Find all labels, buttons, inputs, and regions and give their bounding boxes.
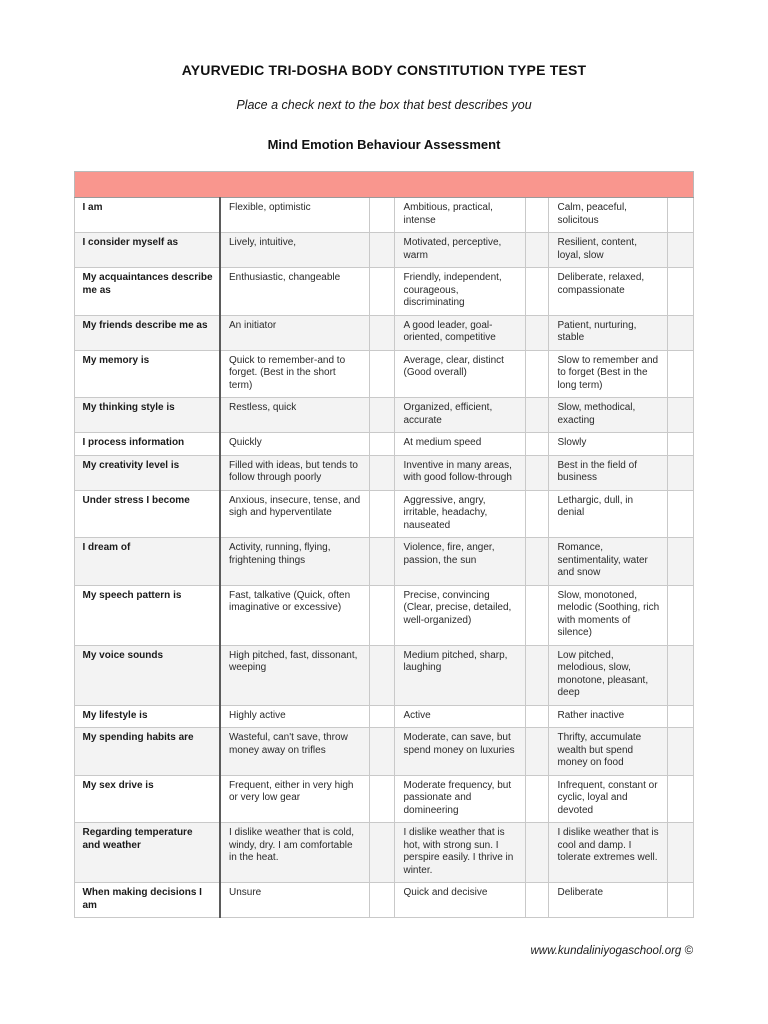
table-row [75, 198, 693, 233]
instruction-text: Place a check next to the box that best describes you [236, 98, 532, 112]
checkbox-cell [526, 268, 549, 316]
option-text: Unsure [220, 883, 370, 918]
checkbox-cell [370, 233, 395, 268]
option-text: Slow to remember and to forget (Best in the long term) [549, 350, 668, 398]
checkbox-cell [370, 433, 395, 456]
checkbox-cell [668, 775, 693, 823]
option-text: I dislike weather that is hot, with strong sun. I perspire easily. I thrive in winter. [395, 823, 526, 883]
question-label: My thinking style is [75, 398, 220, 433]
checkbox-cell [668, 823, 693, 883]
option-text: Slow, methodical, exacting [549, 398, 668, 433]
checkbox-cell [370, 198, 395, 233]
option-text: Anxious, insecure, tense, and sigh and hyperventilate [220, 490, 370, 538]
table-row [75, 315, 693, 350]
checkbox-cell [526, 315, 549, 350]
option-text: Inventive in many areas, with good follow-through [395, 455, 526, 490]
checkbox-cell [526, 705, 549, 728]
option-text: Deliberate [549, 883, 668, 918]
checkbox-cell [526, 883, 549, 918]
question-label: My memory is [75, 350, 220, 398]
assessment-table-body [75, 172, 693, 918]
section-heading: Mind Emotion Behaviour Assessment [267, 137, 501, 152]
option-text: Precise, convincing (Clear, precise, detailed, well-organized) [395, 585, 526, 645]
checkbox-cell [370, 823, 395, 883]
option-text: A good leader, goal-oriented, competitive [395, 315, 526, 350]
checkbox-cell [370, 315, 395, 350]
checkbox-cell [370, 490, 395, 538]
option-text: Slowly [549, 433, 668, 456]
checkbox-cell [370, 883, 395, 918]
option-text: Flexible, optimistic [220, 198, 370, 233]
checkbox-cell [668, 268, 693, 316]
checkbox-cell [668, 398, 693, 433]
option-text: Wasteful, can't save, throw money away on trifles [220, 728, 370, 776]
table-row [75, 775, 693, 823]
checkbox-cell [526, 455, 549, 490]
option-text: Thrifty, accumulate wealth but spend money on food [549, 728, 668, 776]
checkbox-cell [370, 775, 395, 823]
option-text: Enthusiastic, changeable [220, 268, 370, 316]
option-text: Highly active [220, 705, 370, 728]
option-text: Low pitched, melodious, slow, monotone, pleasant, deep [549, 645, 668, 705]
question-label: My spending habits are [75, 728, 220, 776]
option-text: Rather inactive [549, 705, 668, 728]
option-text: High pitched, fast, dissonant, weeping [220, 645, 370, 705]
table-header-row [75, 172, 693, 198]
option-text: Resilient, content, loyal, slow [549, 233, 668, 268]
option-text: Filled with ideas, but tends to follow through poorly [220, 455, 370, 490]
checkbox-cell [668, 455, 693, 490]
checkbox-cell [370, 455, 395, 490]
checkbox-cell [370, 350, 395, 398]
option-text: At medium speed [395, 433, 526, 456]
option-text: An initiator [220, 315, 370, 350]
checkbox-cell [526, 775, 549, 823]
option-text: Quickly [220, 433, 370, 456]
question-label: I am [75, 198, 220, 233]
checkbox-cell [370, 728, 395, 776]
table-row [75, 233, 693, 268]
checkbox-cell [526, 538, 549, 586]
checkbox-cell [526, 645, 549, 705]
option-text: Moderate, can save, but spend money on luxuries [395, 728, 526, 776]
checkbox-cell [668, 585, 693, 645]
checkbox-cell [526, 233, 549, 268]
option-text: Medium pitched, sharp, laughing [395, 645, 526, 705]
question-label: I dream of [75, 538, 220, 586]
question-label: When making decisions I am [75, 883, 220, 918]
checkbox-cell [526, 728, 549, 776]
option-text: Patient, nurturing, stable [549, 315, 668, 350]
option-text: Slow, monotoned, melodic (Soothing, rich with moments of silence) [549, 585, 668, 645]
checkbox-cell [526, 823, 549, 883]
assessment-table [74, 171, 693, 918]
table-header-bar [75, 172, 693, 198]
checkbox-cell [526, 585, 549, 645]
checkbox-cell [370, 268, 395, 316]
option-text: Lethargic, dull, in denial [549, 490, 668, 538]
checkbox-cell [526, 350, 549, 398]
option-text: Infrequent, constant or cyclic, loyal and devoted [549, 775, 668, 823]
option-text: Quick to remember-and to forget. (Best in the short term) [220, 350, 370, 398]
table-row [75, 455, 693, 490]
table-row [75, 728, 693, 776]
option-text: Violence, fire, anger, passion, the sun [395, 538, 526, 586]
option-text: Best in the field of business [549, 455, 668, 490]
footer-link-text: www.kundaliniyogaschool.org © [530, 945, 693, 957]
question-label: Regarding temperature and weather [75, 823, 220, 883]
table-row [75, 350, 693, 398]
checkbox-cell [668, 538, 693, 586]
option-text: Organized, efficient, accurate [395, 398, 526, 433]
question-label: My voice sounds [75, 645, 220, 705]
option-text: Romance, sentimentality, water and snow [549, 538, 668, 586]
option-text: I dislike weather that is cold, windy, dry. I am comfortable in the heat. [220, 823, 370, 883]
page-title: AYURVEDIC TRI-DOSHA BODY CONSTITUTION TYPE TEST [181, 62, 587, 78]
option-text: Activity, running, flying, frightening things [220, 538, 370, 586]
question-label: I process information [75, 433, 220, 456]
checkbox-cell [370, 538, 395, 586]
checkbox-cell [370, 645, 395, 705]
checkbox-cell [370, 398, 395, 433]
question-label: My creativity level is [75, 455, 220, 490]
table-row [75, 823, 693, 883]
option-text: I dislike weather that is cool and damp. I tolerate extremes well. [549, 823, 668, 883]
checkbox-cell [668, 645, 693, 705]
question-label: Under stress I become [75, 490, 220, 538]
option-text: Quick and decisive [395, 883, 526, 918]
option-text: Aggressive, angry, irritable, headachy, nauseated [395, 490, 526, 538]
option-text: Fast, talkative (Quick, often imaginative or excessive) [220, 585, 370, 645]
checkbox-cell [526, 198, 549, 233]
checkbox-cell [668, 315, 693, 350]
question-label: My acquaintances describe me as [75, 268, 220, 316]
option-text: Active [395, 705, 526, 728]
question-label: I consider myself as [75, 233, 220, 268]
checkbox-cell [526, 490, 549, 538]
option-text: Motivated, perceptive, warm [395, 233, 526, 268]
checkbox-cell [668, 490, 693, 538]
checkbox-cell [668, 350, 693, 398]
checkbox-cell [668, 433, 693, 456]
question-label: My friends describe me as [75, 315, 220, 350]
table-row [75, 398, 693, 433]
table-row [75, 645, 693, 705]
checkbox-cell [668, 198, 693, 233]
table-row [75, 490, 693, 538]
table-row [75, 433, 693, 456]
option-text: Friendly, independent, courageous, discriminating [395, 268, 526, 316]
checkbox-cell [668, 883, 693, 918]
table-row [75, 585, 693, 645]
checkbox-cell [370, 705, 395, 728]
option-text: Lively, intuitive, [220, 233, 370, 268]
table-row [75, 538, 693, 586]
checkbox-cell [526, 433, 549, 456]
checkbox-cell [526, 398, 549, 433]
option-text: Moderate frequency, but passionate and domineering [395, 775, 526, 823]
table-row [75, 268, 693, 316]
checkbox-cell [370, 585, 395, 645]
checkbox-cell [668, 233, 693, 268]
question-label: My lifestyle is [75, 705, 220, 728]
option-text: Deliberate, relaxed, compassionate [549, 268, 668, 316]
table-row [75, 883, 693, 918]
table-row [75, 705, 693, 728]
checkbox-cell [668, 728, 693, 776]
option-text: Average, clear, distinct (Good overall) [395, 350, 526, 398]
question-label: My speech pattern is [75, 585, 220, 645]
option-text: Calm, peaceful, solicitous [549, 198, 668, 233]
option-text: Frequent, either in very high or very low gear [220, 775, 370, 823]
question-label: My sex drive is [75, 775, 220, 823]
checkbox-cell [668, 705, 693, 728]
option-text: Ambitious, practical, intense [395, 198, 526, 233]
option-text: Restless, quick [220, 398, 370, 433]
